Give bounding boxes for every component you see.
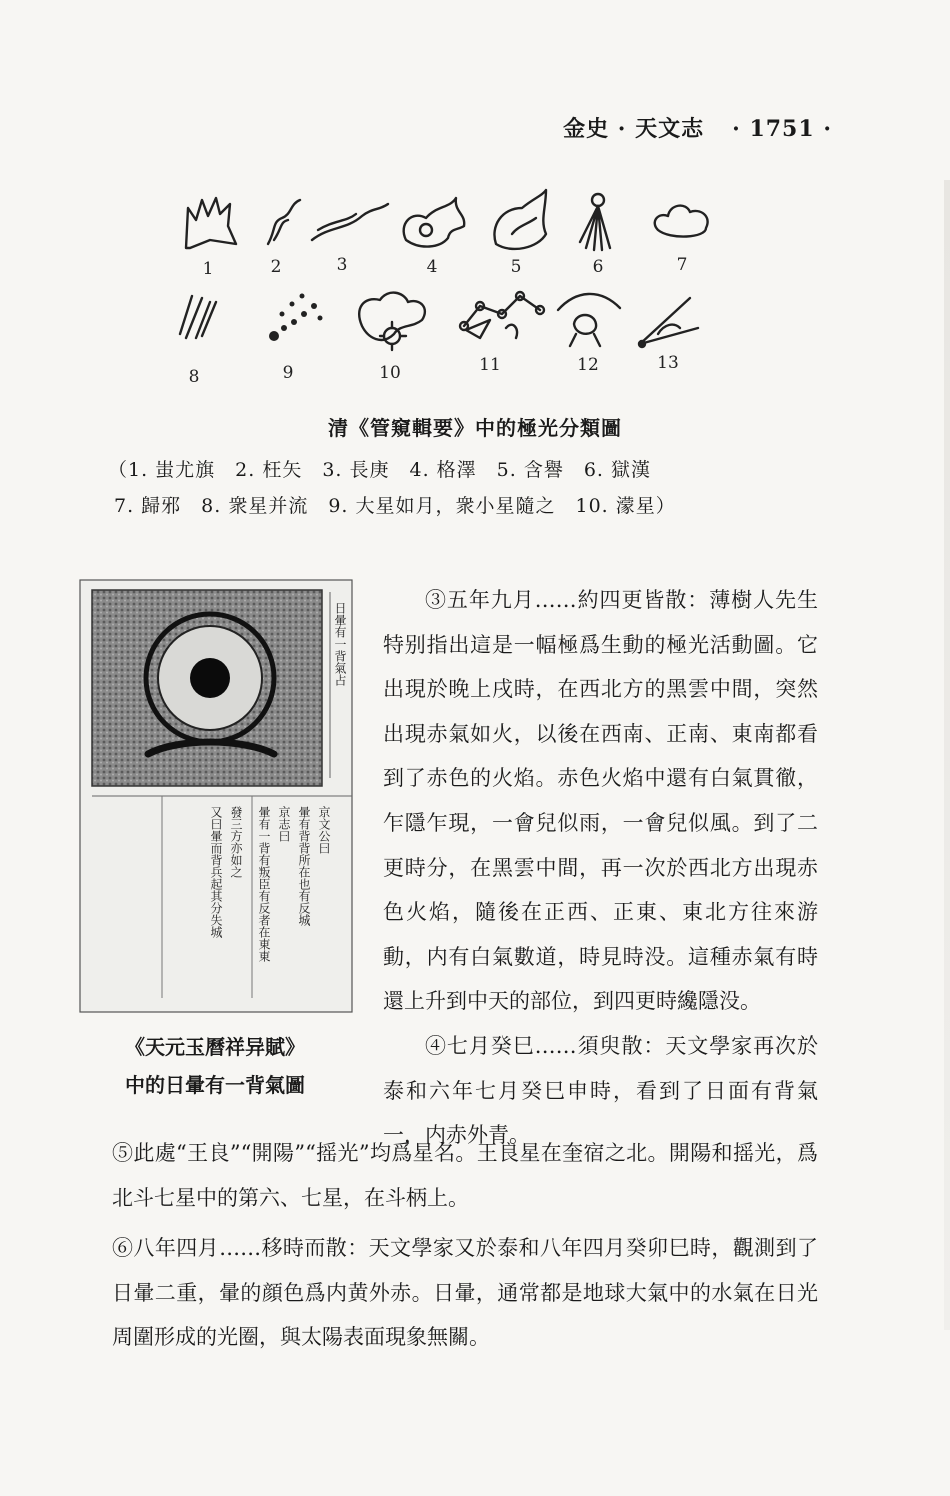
header-title: 金史 · 天文志	[563, 116, 705, 142]
legend-line-2: 7. 歸邪 8. 衆星并流 9. 大星如月，衆小星隨之 10. 濛星）	[114, 495, 676, 517]
fig-num-13: 13	[657, 353, 679, 373]
sketch-10	[359, 293, 425, 340]
fig-num-5: 5	[510, 257, 522, 277]
fig-num-2: 2	[270, 257, 282, 277]
figure1-title: 清《管窺輯要》中的極光分類圖	[328, 416, 622, 440]
sketch-5	[494, 190, 546, 249]
note-6: ⑥八年四月……移時而散：天文學家又於泰和八年四月癸卯巳時，觀測到了日暈二重，暈的顔色爲内黄外赤。日暈，通常都是地球大氣中的水氣在日光周圍形成的光圈，與太陽表面現象無關。	[112, 1236, 818, 1350]
fig-num-8: 8	[188, 367, 200, 387]
note-3: ③五年九月……約四更皆散：薄樹人先生特别指出這是一幅極爲生動的極光活動圖。它出現於晚上戌時，在西北方的黑雲中間，突然出現赤氣如火，以後在西南、正南、東南都看到了赤色的火焰。赤色火焰中還有白氣貫徹，乍隱乍現，一會兒似雨，一會兒似風。到了二更時分，在黑雲中間，再一次於西北方出現赤色火焰，隨後在正西、正東、東北方往來游動，内有白氣數道，時見時没。這種赤氣有時還上升到中天的部位，到四更時纔隱没。	[383, 588, 818, 1014]
figure2-caption-line2: 中的日暈有一背氣圖	[125, 1073, 305, 1097]
woodcut-col-2: 暈有背背所在也有反城	[297, 806, 311, 926]
fig-num-12: 12	[577, 355, 599, 375]
page-number: · 1751 ·	[732, 116, 832, 142]
note-4: ④七月癸巳……須臾散：天文學家再次於泰和六年七月癸巳申時，看到了日面有背氣一，内赤外青。	[383, 1033, 818, 1148]
woodcut-col-5: 發三方亦如之	[229, 806, 243, 878]
aurora-sketches	[150, 178, 750, 393]
sketch-8	[180, 296, 216, 338]
solar-halo-woodcut	[78, 578, 354, 1014]
fig-num-10: 10	[379, 363, 401, 383]
fig-num-1: 1	[202, 259, 214, 279]
woodcut-col-6: 又曰暈而背兵起其分失城	[209, 806, 223, 938]
woodcut-col-1: 京文公曰	[317, 806, 331, 854]
annotation-column	[383, 578, 818, 1158]
legend-line-1: （1. 蚩尤旗 2. 枉矢 3. 長庚 4. 格澤 5. 含譽 6. 獄漢	[108, 459, 652, 481]
running-header	[563, 112, 832, 143]
woodcut-col-3: 京志曰	[277, 806, 291, 842]
figure1-legend	[108, 452, 788, 524]
sketch-11	[460, 292, 544, 338]
sketch-7	[655, 206, 708, 237]
sketch-13	[640, 298, 698, 344]
halo-illustration	[78, 578, 354, 1014]
fig-num-3: 3	[336, 255, 348, 275]
annotation-bottom	[112, 1131, 818, 1366]
sketch-12	[558, 294, 620, 310]
fig-num-11: 11	[479, 355, 501, 375]
woodcut-col-4: 暈有一背有叛臣有反者在東東	[257, 806, 271, 962]
sketch-1	[186, 198, 236, 248]
sketch-3	[312, 204, 388, 240]
fig-num-6: 6	[592, 257, 604, 277]
aurora-classification-figure	[150, 178, 750, 393]
sketch-4	[404, 198, 465, 247]
figure2-caption	[90, 1028, 340, 1104]
sketch-6	[592, 194, 604, 206]
figure2-caption-line1: 《天元玉曆祥异賦》	[125, 1035, 305, 1059]
fig-num-9: 9	[282, 363, 294, 383]
page-edge-shadow	[944, 180, 950, 1330]
note-5: ⑤此處“王良”“開陽”“摇光”均爲星名。王良星在奎宿之北。開陽和摇光，爲北斗七星中的第六、七星，在斗柄上。	[112, 1141, 818, 1210]
sketch-9	[269, 294, 323, 342]
fig-num-4: 4	[426, 257, 438, 277]
fig-num-7: 7	[676, 255, 688, 275]
woodcut-title: 日暈有一背氣占	[333, 602, 347, 686]
